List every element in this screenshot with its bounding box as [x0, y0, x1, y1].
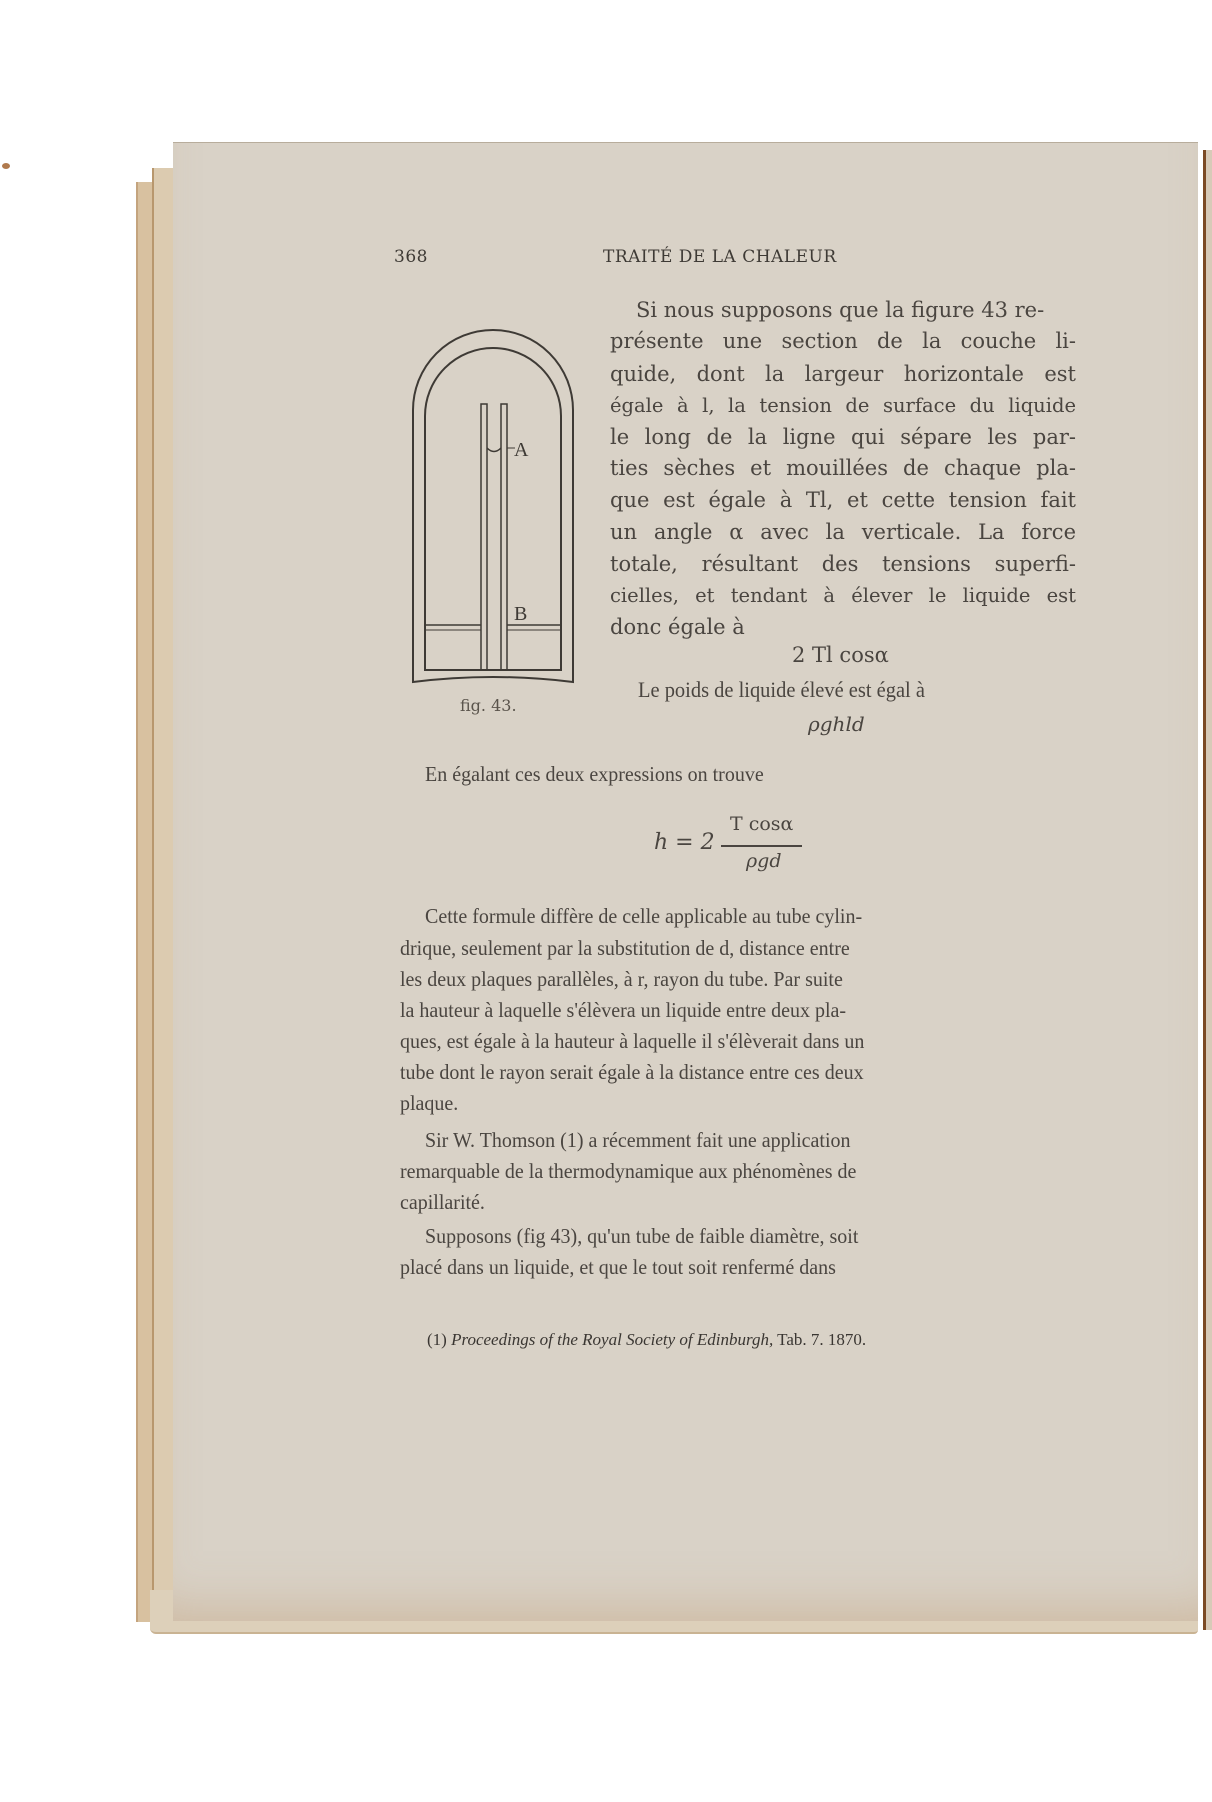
- text-line: ties sèches et mouillées de chaque pla-: [610, 456, 1076, 480]
- plate-left: [481, 404, 487, 670]
- figure-caption: fig. 43.: [460, 696, 517, 715]
- text-line: Supposons (fig 43), qu'un tube de faible diamètre, soit: [425, 1224, 859, 1248]
- text-line: Le poids de liquide élevé est égal à: [638, 677, 925, 702]
- text-line: égale à l, la tension de surface du liquide: [610, 394, 1076, 417]
- text-line: drique, seulement par la substitution de d, distance entre: [400, 936, 850, 960]
- formula-denominator: ρgd: [746, 850, 782, 872]
- text-line: le long de la ligne qui sépare les par-: [610, 425, 1076, 449]
- label-a: A: [514, 439, 529, 461]
- equation-weight: ρghld: [808, 712, 865, 736]
- plate-right: [501, 404, 507, 670]
- text-line: un angle α avec la verticale. La force: [610, 520, 1076, 544]
- text-line: la hauteur à laquelle s'élèvera un liquide entre deux pla-: [400, 998, 847, 1022]
- footnote-marker: (1): [427, 1330, 447, 1349]
- outer-bell-jar: [413, 330, 573, 682]
- text-line: Sir W. Thomson (1) a récemment fait une application: [425, 1128, 851, 1152]
- text-line: plaque.: [400, 1091, 459, 1115]
- meniscus: [487, 448, 501, 452]
- text-line: En égalant ces deux expressions on trouve: [425, 762, 764, 786]
- fraction-bar: [721, 845, 802, 847]
- inner-bell-jar: [425, 348, 561, 670]
- text-line: Cette formule diffère de celle applicable au tube cylin-: [425, 904, 863, 928]
- text-line: remarquable de la thermodynamique aux phénomènes de: [400, 1159, 857, 1183]
- text-line: Si nous supposons que la figure 43 re-: [636, 298, 1045, 322]
- footnote-reference: Tab. 7. 1870.: [777, 1330, 867, 1349]
- text-line: placé dans un liquide, et que le tout soit renfermé dans: [400, 1255, 836, 1279]
- text-line: donc égale à: [610, 615, 745, 639]
- next-page-edge: [1203, 150, 1212, 1630]
- figure-43-diagram: [407, 320, 579, 690]
- text-line: capillarité.: [400, 1190, 485, 1214]
- running-title: TRAITÉ DE LA CHALEUR: [603, 247, 837, 267]
- text-line: que est égale à Tl, et cette tension fait: [610, 488, 1076, 512]
- label-b: B: [514, 603, 528, 625]
- text-line: totale, résultant des tensions superfi-: [610, 552, 1076, 576]
- text-line: ques, est égale à la hauteur à laquelle il s'élèverait dans un: [400, 1029, 865, 1053]
- footnote: [427, 1331, 866, 1348]
- equation-force: 2 Tl cosα: [792, 643, 889, 667]
- formula-numerator: T cosα: [730, 813, 794, 835]
- text-line: les deux plaques parallèles, à r, rayon du tube. Par suite: [400, 967, 843, 991]
- text-line: présente une section de la couche li-: [610, 329, 1076, 353]
- footnote-title: Proceedings of the Royal Society of Edinburgh,: [451, 1330, 774, 1349]
- text-line: quide, dont la largeur horizontale est: [610, 362, 1076, 386]
- paper-speck: [2, 163, 10, 169]
- page-number: 368: [394, 247, 428, 267]
- text-line: cielles, et tendant à élever le liquide est: [610, 584, 1076, 607]
- text-line: tube dont le rayon serait égale à la distance entre ces deux: [400, 1060, 864, 1084]
- formula-lhs: h = 2: [654, 830, 715, 855]
